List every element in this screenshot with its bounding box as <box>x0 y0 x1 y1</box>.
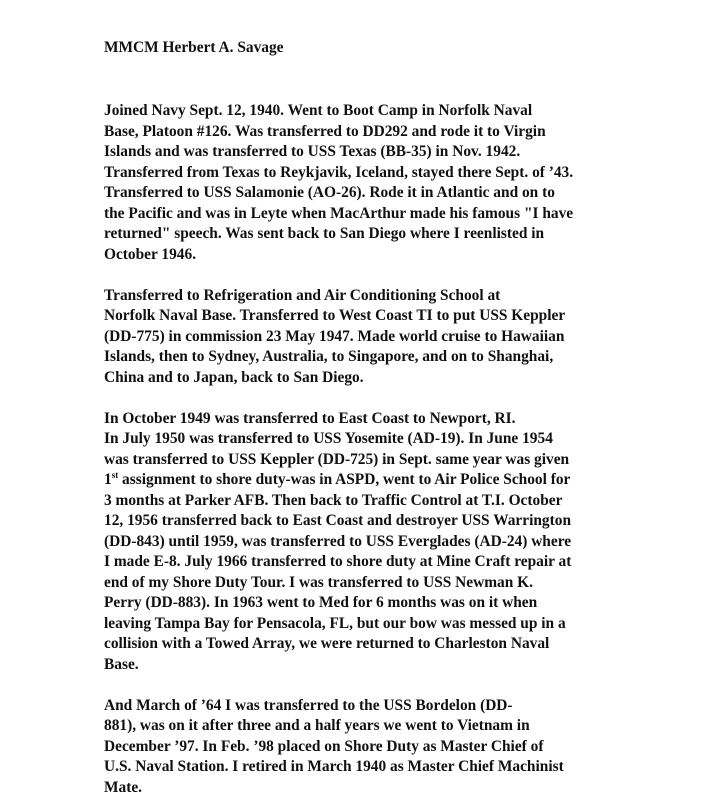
document-page <box>104 38 704 798</box>
paragraph-3-text-before: In October 1949 was transferred to East Coast to Newport, RI. In July 1950 was transferred to USS Yosemite (AD-19). In June 1954 was transferred to USS Keppler (DD-725) in Sept. same year was given <box>104 409 570 468</box>
ordinal-number: 1 <box>104 471 112 488</box>
paragraph-3-text-after: 3 months at Parker AFB. Then back to Traffic Control at T.I. October 12, 1956 transferred back to East Coast and destroyer USS Warrington (DD-843) until 1959, was transferred to USS Everglades (AD-24) where I made E-8. July 1966 transferred to shore duty at Mine Craft repair at end of my Shore Duty Tour. I was transferred to USS Newman K. Perry (DD-883). In 1963 went to Med for 6 months was on it when leaving Tampa Bay for Pensacola, FL, but our bow was messed up in a collision with a Towed Array, we were returned to Charleston Naval Base. <box>104 491 572 673</box>
ordinal-suffix: st <box>111 469 119 480</box>
document-title: MMCM Herbert A. Savage <box>104 39 284 56</box>
paragraph-2 <box>104 265 704 388</box>
paragraph-4-text: And March of ’64 I was transferred to the USS Bordelon (DD- 881), was on it after three and a half years we went to Vietnam in December ’97. In Feb. ’98 placed on Shore Duty as Master Chief of U.S. Naval Station. I retired in March 1940 as Master Chief Machinist Mate. <box>104 696 564 796</box>
paragraph-1-text: Joined Navy Sept. 12, 1940. Went to Boot Camp in Norfolk Naval Base, Platoon #126. Was transferred to DD292 and rode it to Virgin Islands and was transferred to USS Texas (BB-35) in Nov. 1942. Transferred from Texas to Reykjavik, Iceland, stayed there Sept. of ’43. Transferred to USS Salamonie (AO-26). Rode it in Atlantic and on to the Pacific and was in Leyte when MacArthur made his famous "I have returned" speech. Was sent back to San Diego where I reenlisted in October 1946. <box>104 102 574 263</box>
ordinal-line-rest: assignment to shore duty-was in ASPD, went to Air Police School for <box>118 471 571 488</box>
paragraph-1 <box>104 81 704 266</box>
paragraph-4 <box>104 675 704 798</box>
paragraph-3 <box>104 388 704 675</box>
paragraph-2-text: Transferred to Refrigeration and Air Conditioning School at Norfolk Naval Base. Transferred to West Coast TI to put USS Keppler (DD-775) in commission 23 May 1947. Made world cruise to Hawaiian Islands, then to Sydney, Australia, to Singapore, and on to Shanghai, China and to Japan, back to San Diego. <box>104 286 566 386</box>
